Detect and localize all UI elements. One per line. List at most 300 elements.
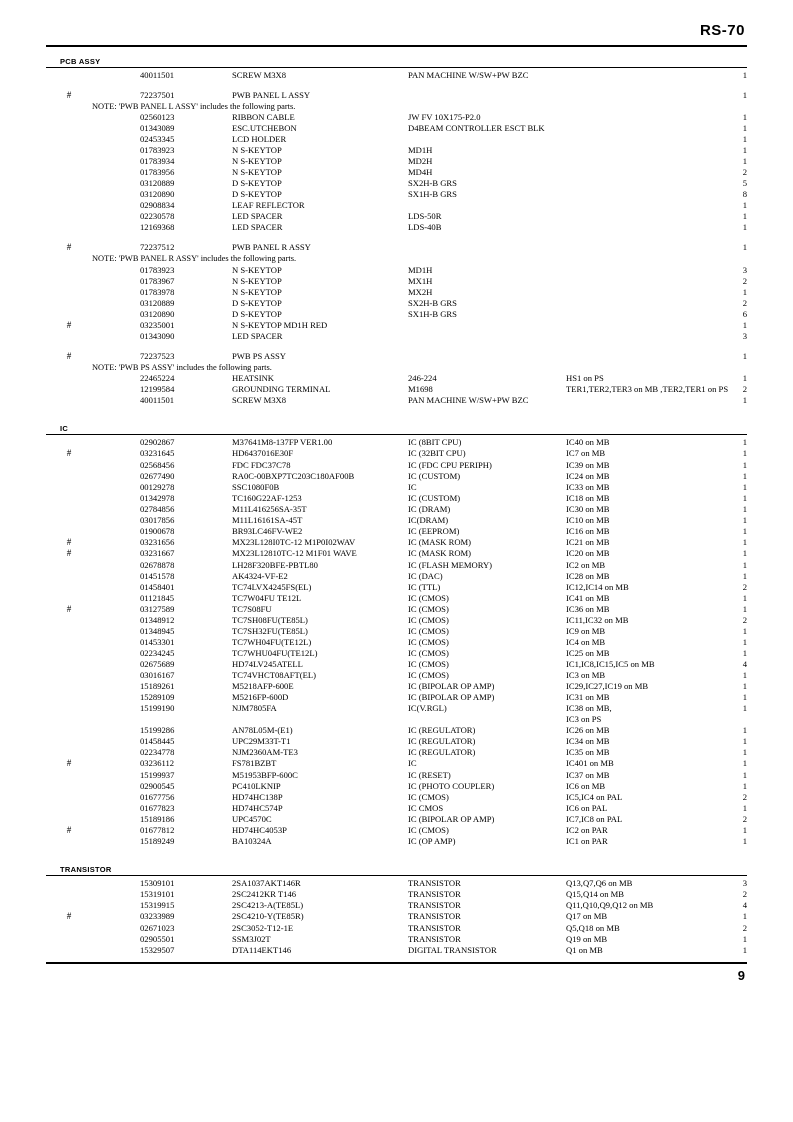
part-spec: MD1H: [408, 264, 433, 275]
part-spec: MX2H: [408, 286, 433, 297]
table-row: [46, 373, 747, 384]
part-number: 02230578: [140, 211, 175, 222]
part-number: 03127589: [140, 603, 175, 614]
table-row: [46, 351, 747, 363]
table-row: [46, 70, 747, 81]
part-number: 03236112: [140, 758, 175, 769]
part-quantity: 1: [742, 836, 747, 847]
table-row: [46, 659, 747, 670]
part-description: LED SPACER: [232, 331, 283, 342]
part-location: [566, 156, 728, 167]
part-number: 01783956: [140, 167, 175, 178]
part-number: 01343090: [140, 331, 175, 342]
change-mark: [46, 681, 92, 692]
part-description: LED SPACER: [232, 222, 283, 233]
change-mark: #: [66, 824, 72, 835]
part-quantity: 1: [742, 90, 747, 100]
parts-table: [46, 437, 747, 847]
ref-cell: [92, 878, 140, 889]
part-quantity: 1: [742, 725, 747, 736]
part-quantity: 1: [742, 448, 747, 459]
change-mark: [46, 331, 92, 342]
change-mark: [46, 395, 92, 406]
change-mark: [46, 287, 92, 298]
part-spec: IC (DRAM): [408, 503, 451, 514]
part-quantity: 2: [742, 275, 747, 286]
part-number: 40011501: [140, 70, 175, 80]
part-quantity: 1: [742, 780, 747, 791]
table-row: [46, 211, 747, 222]
part-description: LH28F320BFE-PBTL80: [232, 559, 318, 570]
change-mark: [46, 626, 92, 637]
table-row: [46, 725, 747, 736]
part-quantity: 1: [742, 692, 747, 703]
part-location: IC11,IC32 on MB: [566, 615, 629, 626]
part-location: [566, 320, 728, 332]
part-quantity: 1: [742, 911, 747, 922]
part-quantity: 1: [742, 525, 747, 536]
part-description: N S-KEYTOP: [232, 167, 282, 178]
table-row: [46, 593, 747, 604]
part-description: PWB PS ASSY: [232, 351, 286, 362]
part-number: 02568456: [140, 459, 175, 470]
part-spec: IC (CMOS): [408, 592, 449, 603]
part-quantity: 2: [742, 889, 747, 900]
change-mark: [46, 373, 92, 384]
table-row: [46, 331, 747, 342]
part-quantity: 1: [742, 603, 747, 614]
part-quantity: 5: [742, 178, 747, 189]
part-location: [566, 90, 728, 102]
part-spec: IC (FLASH MEMORY): [408, 559, 493, 570]
change-mark: [46, 167, 92, 178]
part-number: 15199937: [140, 769, 175, 780]
part-description: TC7SH08FU(TE85L): [232, 615, 308, 626]
ref-cell: [92, 736, 140, 747]
ref-cell: [92, 437, 140, 448]
part-location: IC2 on MB: [566, 559, 606, 570]
part-spec: IC: [408, 481, 417, 492]
table-row: [46, 287, 747, 298]
part-description: 2SC3052-T12-1E: [232, 922, 294, 933]
change-mark: [46, 659, 92, 670]
part-number: 03233989: [140, 911, 175, 922]
ref-cell: [92, 123, 140, 134]
part-description: PWB PANEL L ASSY: [232, 90, 311, 100]
part-location: [566, 287, 728, 298]
change-mark: #: [66, 351, 72, 362]
change-mark: [46, 945, 92, 956]
table-row: [46, 792, 747, 803]
change-mark: [46, 582, 92, 593]
part-quantity: 1: [742, 145, 747, 156]
part-location: IC37 on MB: [566, 769, 610, 780]
part-number: 15319101: [140, 889, 175, 900]
part-number: 01453301: [140, 637, 175, 648]
part-location: IC6 on MB: [566, 780, 606, 791]
part-quantity: 1: [742, 681, 747, 692]
note-text: NOTE: 'PWB PANEL R ASSY' includes the following parts.: [92, 253, 297, 263]
part-location: IC33 on MB: [566, 481, 610, 492]
part-spec: [408, 90, 566, 102]
ref-cell: [92, 460, 140, 471]
part-quantity: 1: [742, 123, 747, 134]
change-mark: [46, 515, 92, 526]
part-quantity: 1: [742, 211, 747, 222]
part-description: TC7WH04FU(TE12L): [232, 637, 312, 648]
ref-cell: [92, 911, 140, 923]
part-location: [566, 200, 728, 211]
part-spec: IC (BIPOLAR OP AMP): [408, 813, 495, 824]
part-number: 02902867: [140, 437, 175, 448]
part-spec: TRANSISTOR: [408, 878, 461, 889]
ref-cell: [92, 889, 140, 900]
part-description: NJM7805FA: [232, 703, 277, 714]
ref-cell: [92, 242, 140, 254]
part-location: Q15,Q14 on MB: [566, 889, 625, 900]
part-spec: SX2H-B GRS: [408, 297, 457, 308]
part-quantity: 1: [742, 70, 747, 80]
part-location: [566, 145, 728, 156]
ref-cell: [92, 670, 140, 681]
part-spec: [408, 200, 566, 211]
part-number: 03231645: [140, 448, 175, 459]
table-row: [46, 781, 747, 792]
part-quantity: 1: [742, 736, 747, 747]
part-quantity: 1: [742, 536, 747, 547]
part-number: 02905501: [140, 933, 175, 944]
change-mark: [46, 725, 92, 736]
table-row: [46, 814, 747, 825]
table-row: [46, 934, 747, 945]
part-location: [566, 331, 728, 342]
page-number: 9: [737, 967, 745, 983]
change-mark: #: [66, 758, 72, 769]
part-quantity: 2: [742, 922, 747, 933]
part-number: 03016167: [140, 670, 175, 681]
part-spec: IC (CMOS): [408, 637, 449, 648]
part-description: MX23L128I0TC-12 M1P0I02WAV: [232, 536, 356, 547]
part-location: IC1 on PAR: [566, 836, 608, 847]
table-row: [46, 460, 747, 471]
part-description: [232, 714, 408, 725]
part-number: 01343089: [140, 123, 175, 134]
ref-cell: [92, 134, 140, 145]
table-row: [46, 571, 747, 582]
change-mark: #: [66, 911, 72, 922]
part-description: PWB PANEL R ASSY: [232, 242, 311, 253]
part-quantity: 1: [742, 503, 747, 514]
table-row: [46, 670, 747, 681]
ref-cell: [92, 537, 140, 549]
ref-cell: [92, 923, 140, 934]
part-spec: SX2H-B GRS: [408, 178, 457, 189]
part-location: IC3 on PS: [566, 714, 602, 725]
part-description: D S-KEYTOP: [232, 297, 282, 308]
part-spec: PAN MACHINE W/SW+PW BZC: [408, 70, 529, 80]
part-description: N S-KEYTOP: [232, 156, 282, 167]
change-mark: [46, 222, 92, 233]
part-spec: [408, 351, 566, 363]
ref-cell: [92, 156, 140, 167]
part-location: IC30 on MB: [566, 503, 610, 514]
ref-cell: [92, 222, 140, 233]
part-number: 01348945: [140, 626, 175, 637]
change-mark: [46, 637, 92, 648]
part-quantity: 1: [742, 351, 747, 362]
part-spec: IC (REGULATOR): [408, 736, 476, 747]
part-description: HEATSINK: [232, 373, 275, 384]
change-mark: [46, 384, 92, 395]
ref-cell: [92, 681, 140, 692]
part-location: Q1 on MB: [566, 944, 603, 955]
ref-cell: [92, 703, 140, 714]
table-row: [46, 265, 747, 276]
part-spec: IC (BIPOLAR OP AMP): [408, 692, 495, 703]
table-row: [46, 309, 747, 320]
part-spec: LDS-40B: [408, 222, 442, 233]
table-row: [46, 626, 747, 637]
part-location: IC401 on MB: [566, 758, 614, 769]
change-mark: [46, 934, 92, 945]
part-description: HD74HC138P: [232, 791, 283, 802]
part-number: 15199286: [140, 725, 175, 736]
section-title: IC: [60, 424, 69, 434]
ref-cell: [92, 145, 140, 156]
part-location: IC7 on MB: [566, 448, 606, 459]
part-location: [566, 112, 728, 123]
change-mark: [46, 189, 92, 200]
change-mark: [46, 747, 92, 758]
part-number: 15329507: [140, 944, 175, 955]
ref-cell: [92, 593, 140, 604]
section-rule: [46, 67, 747, 68]
part-spec: PAN MACHINE W/SW+PW BZC: [408, 395, 529, 406]
change-mark: [46, 781, 92, 792]
part-location: [566, 242, 728, 254]
part-number: 01458401: [140, 581, 175, 592]
ref-cell: [92, 836, 140, 847]
change-mark: [46, 593, 92, 604]
part-spec: TRANSISTOR: [408, 922, 461, 933]
part-quantity: 2: [742, 297, 747, 308]
part-number: 72237512: [140, 242, 175, 253]
part-description: SSC1080F0B: [232, 481, 280, 492]
part-number: 12169368: [140, 222, 175, 233]
part-location: IC40 on MB: [566, 437, 610, 448]
part-quantity: 1: [742, 648, 747, 659]
part-quantity: 3: [742, 331, 747, 342]
part-location: Q17 on MB: [566, 911, 608, 922]
part-number: 01783978: [140, 286, 175, 297]
part-number: 02671023: [140, 922, 175, 933]
part-description: TC7S08FU: [232, 603, 272, 614]
table-row: [46, 200, 747, 211]
part-description: TC7W04FU TE12L: [232, 592, 302, 603]
change-mark: [46, 265, 92, 276]
part-number: 03231667: [140, 548, 175, 559]
change-mark: [46, 814, 92, 825]
part-description: M5216FP-600D: [232, 692, 289, 703]
change-mark: [46, 211, 92, 222]
change-mark: [46, 670, 92, 681]
sections-container: [46, 57, 747, 956]
part-quantity: 1: [742, 470, 747, 481]
part-quantity: 1: [742, 222, 747, 233]
part-location: [566, 211, 728, 222]
change-mark: [46, 923, 92, 934]
parts-section: [46, 424, 747, 847]
part-quantity: 3: [742, 264, 747, 275]
ref-cell: [92, 571, 140, 582]
part-number: 01677812: [140, 824, 175, 835]
ref-cell: [92, 747, 140, 758]
part-spec: IC (CMOS): [408, 659, 449, 670]
part-location: IC41 on MB: [566, 592, 610, 603]
ref-cell: [92, 287, 140, 298]
part-description: TC74VHCT08AFT(EL): [232, 670, 317, 681]
part-quantity: 1: [742, 481, 747, 492]
part-spec: MD4H: [408, 167, 433, 178]
part-quantity: 6: [742, 308, 747, 319]
part-description: HD6437016E30F: [232, 448, 294, 459]
part-quantity: 1: [742, 373, 747, 384]
part-number: 12199584: [140, 384, 175, 395]
part-spec: IC CMOS: [408, 802, 444, 813]
part-spec: IC (CUSTOM): [408, 470, 461, 481]
part-description: D S-KEYTOP: [232, 189, 282, 200]
table-row: [46, 493, 747, 504]
part-location: TER1,TER2,TER3 on MB ,TER2,TER1 on PS: [566, 384, 729, 395]
table-row: [46, 384, 747, 395]
part-quantity: 1: [742, 286, 747, 297]
part-description: 2SC4210-Y(TE85R): [232, 911, 304, 922]
part-quantity: 1: [742, 134, 747, 145]
part-location: [566, 134, 728, 145]
part-spec: MX1H: [408, 275, 433, 286]
part-location: [566, 395, 728, 406]
ref-cell: [92, 714, 140, 725]
change-mark: #: [66, 536, 72, 547]
part-location: IC12,IC14 on MB: [566, 581, 629, 592]
table-row: [46, 770, 747, 781]
table-row: [46, 112, 747, 123]
ref-cell: [92, 814, 140, 825]
change-mark: [46, 298, 92, 309]
table-row: [46, 803, 747, 814]
part-quantity: 1: [742, 626, 747, 637]
table-row: [46, 145, 747, 156]
part-number: 02560123: [140, 112, 175, 123]
part-location: [566, 189, 728, 200]
section-rule: [46, 434, 747, 435]
part-number: 03231656: [140, 536, 175, 547]
part-spec: IC (DAC): [408, 570, 443, 581]
part-description: LED SPACER: [232, 211, 283, 222]
table-row: [46, 448, 747, 460]
part-location: [566, 167, 728, 178]
part-number: 03120890: [140, 308, 175, 319]
part-spec: [408, 714, 566, 725]
table-row: [46, 134, 747, 145]
part-location: IC20 on MB: [566, 548, 610, 559]
table-row: [46, 515, 747, 526]
table-row: [46, 648, 747, 659]
part-quantity: 2: [742, 167, 747, 178]
part-description: 2SC4213-A(TE85L): [232, 900, 304, 911]
mark-cell: [46, 254, 92, 265]
change-mark: [46, 560, 92, 571]
ref-cell: [92, 548, 140, 560]
part-location: IC39 on MB: [566, 459, 610, 470]
change-mark: [46, 471, 92, 482]
table-row: [46, 222, 747, 233]
part-location: IC38 on MB,: [566, 703, 612, 714]
part-spec: TRANSISTOR: [408, 933, 461, 944]
part-spec: IC (CMOS): [408, 791, 449, 802]
ref-cell: [92, 448, 140, 460]
table-row: [46, 878, 747, 889]
change-mark: [46, 123, 92, 134]
part-quantity: 1: [742, 319, 747, 330]
part-quantity: 1: [742, 933, 747, 944]
part-quantity: 1: [742, 459, 747, 470]
part-number: 01348912: [140, 615, 175, 626]
part-spec: IC (MASK ROM): [408, 536, 472, 547]
part-quantity: 1: [742, 670, 747, 681]
part-spec: IC (OP AMP): [408, 836, 456, 847]
part-description: M5218AFP-600E: [232, 681, 294, 692]
ref-cell: [92, 725, 140, 736]
ref-cell: [92, 167, 140, 178]
part-spec: MD2H: [408, 156, 433, 167]
part-number: 01783923: [140, 264, 175, 275]
part-number: 15319915: [140, 900, 175, 911]
part-quantity: 1: [742, 156, 747, 167]
part-spec: IC (32BIT CPU): [408, 448, 466, 459]
spacer-row: [46, 233, 747, 242]
part-spec: IC (CMOS): [408, 648, 449, 659]
change-mark: [46, 178, 92, 189]
table-row: [46, 582, 747, 593]
part-number: 02784856: [140, 503, 175, 514]
part-description: UPC4570C: [232, 813, 272, 824]
part-description: D S-KEYTOP: [232, 178, 282, 189]
table-row: [46, 526, 747, 537]
ref-cell: [92, 659, 140, 670]
spacer-cell: [46, 233, 747, 242]
ref-cell: [92, 648, 140, 659]
ref-cell: [92, 309, 140, 320]
part-number: 01783934: [140, 156, 175, 167]
part-number: [140, 714, 232, 725]
table-row: [46, 945, 747, 956]
table-row: [46, 189, 747, 200]
part-number: 01677756: [140, 791, 175, 802]
change-mark: [46, 736, 92, 747]
part-spec: [408, 320, 566, 332]
part-spec: IC (CUSTOM): [408, 492, 461, 503]
part-quantity: 4: [742, 659, 747, 670]
spacer-row: [46, 81, 747, 90]
ref-cell: [92, 70, 140, 81]
part-location: IC10 on MB: [566, 514, 610, 525]
table-row: [46, 482, 747, 493]
part-spec: IC: [408, 758, 417, 769]
ref-cell: [92, 781, 140, 792]
change-mark: [46, 900, 92, 911]
part-location: IC7,IC8 on PAL: [566, 813, 623, 824]
